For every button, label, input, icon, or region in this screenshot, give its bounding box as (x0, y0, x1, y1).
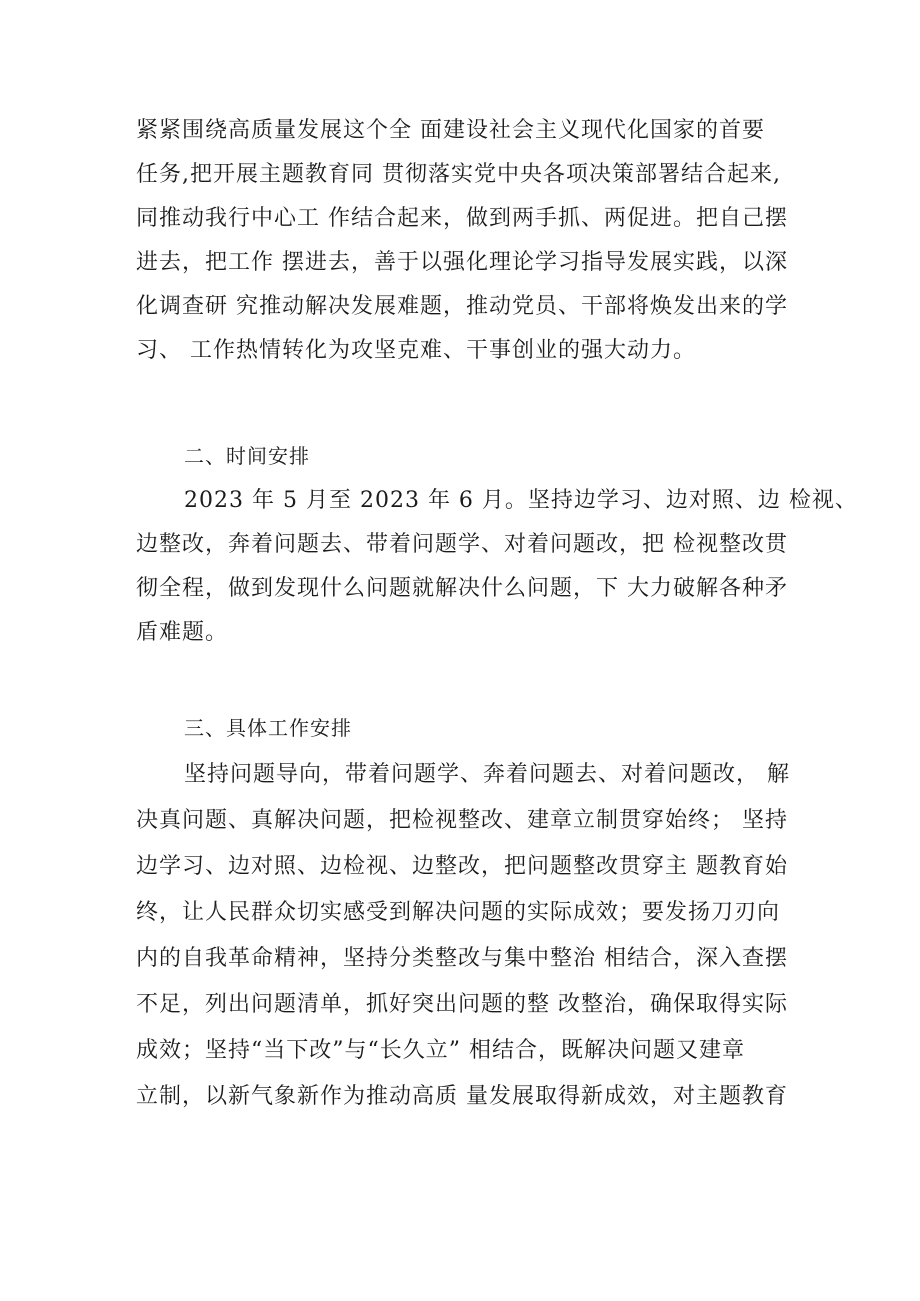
paragraph1-line-1: 紧紧围绕高质量发展这个全 面建设社会主义现代化国家的首要 (136, 118, 765, 143)
paragraph1-line-6: 习、 工作热情转化为攻坚克难、干事创业的强大动力。 (136, 338, 696, 363)
section3-line-5: 内的自我革命精神，坚持分类整改与集中整治 相结合，深入查摆 (136, 946, 788, 971)
section2-line-4: 盾难题。 (136, 620, 229, 645)
paragraph1-line-3: 同推动我行中心工 作结合起来，做到两手抓、两促进。把自己摆 (136, 206, 788, 231)
section2-line-1: 2023 年 5 月至 2023 年 6 月。坚持边学习、边对照、边 检视、 (184, 488, 858, 513)
section3-line-8: 立制，以新气象新作为推动高质 量发展取得新成效，对主题教育 (136, 1084, 788, 1109)
section3-heading: 三、具体工作安排 (184, 716, 352, 740)
section3-line-3: 边学习、边对照、边检视、边整改，把问题整改贯穿主 题教育始 (136, 854, 788, 879)
paragraph1-line-5: 化调查研 究推动解决发展难题，推动党员、干部将焕发出来的学 (136, 294, 788, 319)
section3-line-6: 不足，列出问题清单，抓好突出问题的整 改整治，确保取得实际 (136, 992, 788, 1017)
paragraph1-line-4: 进去，把工作 摆进去，善于以强化理论学习指导发展实践，以深 (136, 250, 788, 275)
paragraph1-line-2: 任务,把开展主题教育同 贯彻落实党中央各项决策部署结合起来, (136, 162, 781, 187)
section3-line-1: 坚持问题导向，带着问题学、奔着问题去、对着问题改， 解 (184, 762, 790, 787)
section3-line-7: 成效；坚持“当下改”与“长久立” 相结合，既解决问题又建章 (136, 1038, 745, 1063)
section3-line-2: 决真问题、真解决问题，把检视整改、建章立制贯穿始终； 坚持 (136, 808, 788, 833)
section2-heading: 二、时间安排 (184, 444, 310, 468)
section2-line-3: 彻全程，做到发现什么问题就解决什么问题，下 大力破解各种矛 (136, 576, 788, 601)
section2-line-2: 边整改，奔着问题去、带着问题学、对着问题改，把 检视整改贯 (136, 532, 788, 557)
section3-line-4: 终，让人民群众切实感受到解决问题的实际成效；要发扬刀刃向 (136, 900, 781, 925)
